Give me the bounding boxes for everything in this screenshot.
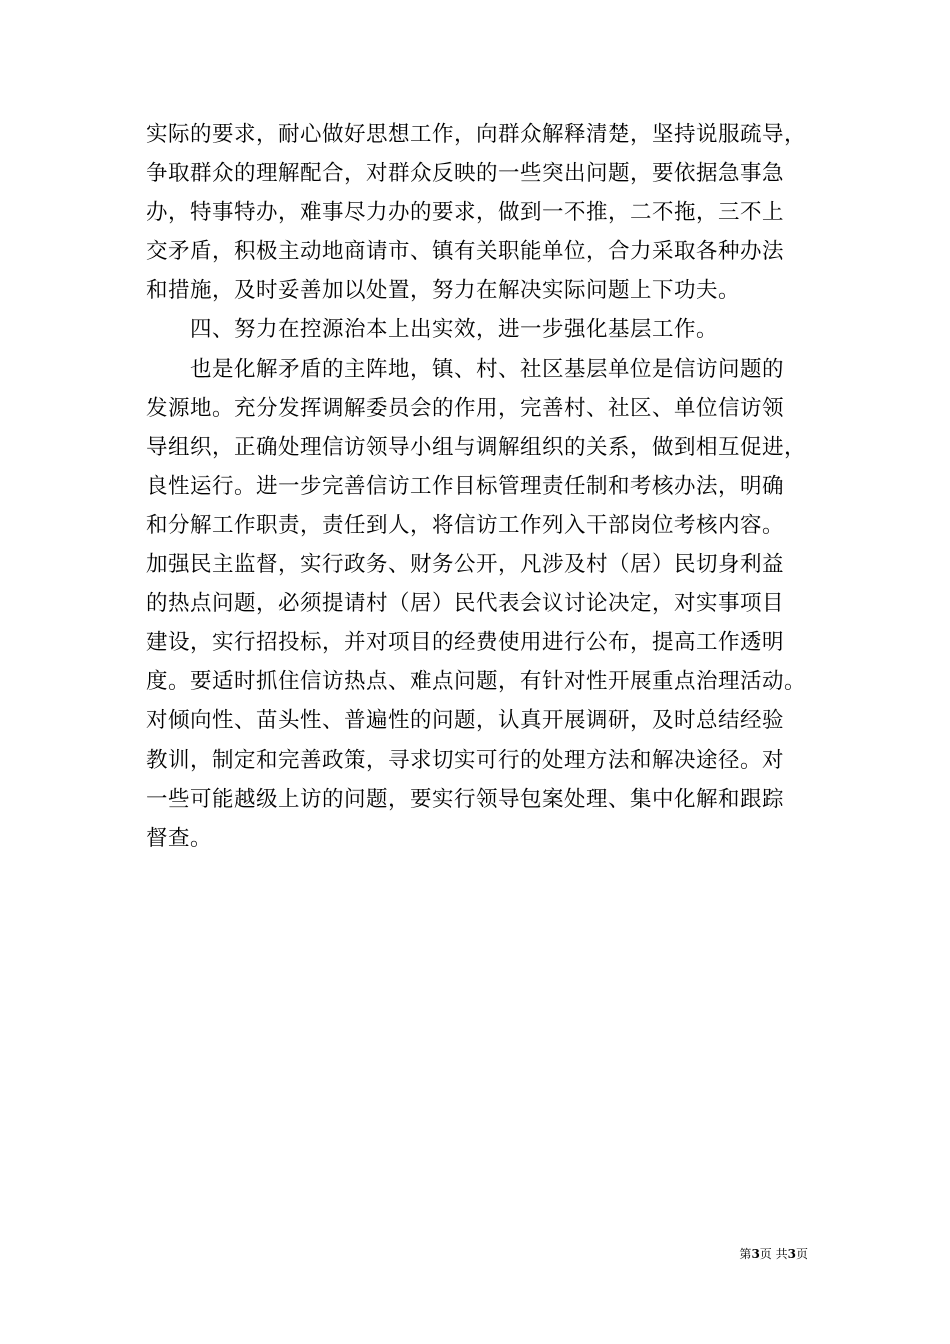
text-line: 督查。 <box>146 825 213 851</box>
text-line: 导组织，正确处理信访领导小组与调解组织的关系，做到相互促进， <box>146 434 807 460</box>
text-line: 良性运行。进一步完善信访工作目标管理责任制和考核办法，明确 <box>146 473 785 499</box>
text-line: 一些可能越级上访的问题，要实行领导包案处理、集中化解和跟踪 <box>146 786 785 812</box>
text-line: 四、努力在控源治本上出实效，进一步强化基层工作。 <box>190 317 719 343</box>
text-line: 争取群众的理解配合，对群众反映的一些突出问题，要依据急事急 <box>146 161 785 187</box>
footer-prefix: 第 <box>739 1247 752 1261</box>
paragraph <box>146 310 808 349</box>
text-line: 的热点问题，必须提请村（居）民代表会议讨论决定，对实事项目 <box>146 591 785 617</box>
text-line: 对倾向性、苗头性、普遍性的问题，认真开展调研，及时总结经验 <box>146 708 785 734</box>
paragraph <box>146 350 808 858</box>
footer-current-page: 3 <box>751 1247 760 1261</box>
footer-suffix: 页 <box>795 1247 808 1261</box>
text-line: 建设，实行招投标，并对项目的经费使用进行公布，提高工作透明 <box>146 630 785 656</box>
text-line: 也是化解矛盾的主阵地，镇、村、社区基层单位是信访问题的 <box>190 356 785 382</box>
page-footer <box>739 1245 808 1262</box>
text-line: 教训，制定和完善政策，寻求切实可行的处理方法和解决途径。对 <box>146 747 785 773</box>
footer-middle: 页 共 <box>759 1247 788 1261</box>
text-line: 办，特事特办，难事尽力办的要求，做到一不推，二不拖，三不上 <box>146 200 785 226</box>
text-line: 和分解工作职责，责任到人，将信访工作列入干部岗位考核内容。 <box>146 512 785 538</box>
text-line: 发源地。充分发挥调解委员会的作用，完善村、社区、单位信访领 <box>146 395 785 421</box>
document-body <box>146 115 808 858</box>
text-line: 和措施，及时妥善加以处置，努力在解决实际问题上下功夫。 <box>146 278 741 304</box>
text-line: 交矛盾，积极主动地商请市、镇有关职能单位，合力采取各种办法 <box>146 239 785 265</box>
paragraph <box>146 115 808 310</box>
text-line: 度。要适时抓住信访热点、难点问题，有针对性开展重点治理活动。 <box>146 669 807 695</box>
text-line: 加强民主监督，实行政务、财务公开，凡涉及村（居）民切身利益 <box>146 552 785 578</box>
footer-total-pages: 3 <box>787 1247 796 1261</box>
text-line: 实际的要求，耐心做好思想工作，向群众解释清楚，坚持说服疏导， <box>146 122 807 147</box>
